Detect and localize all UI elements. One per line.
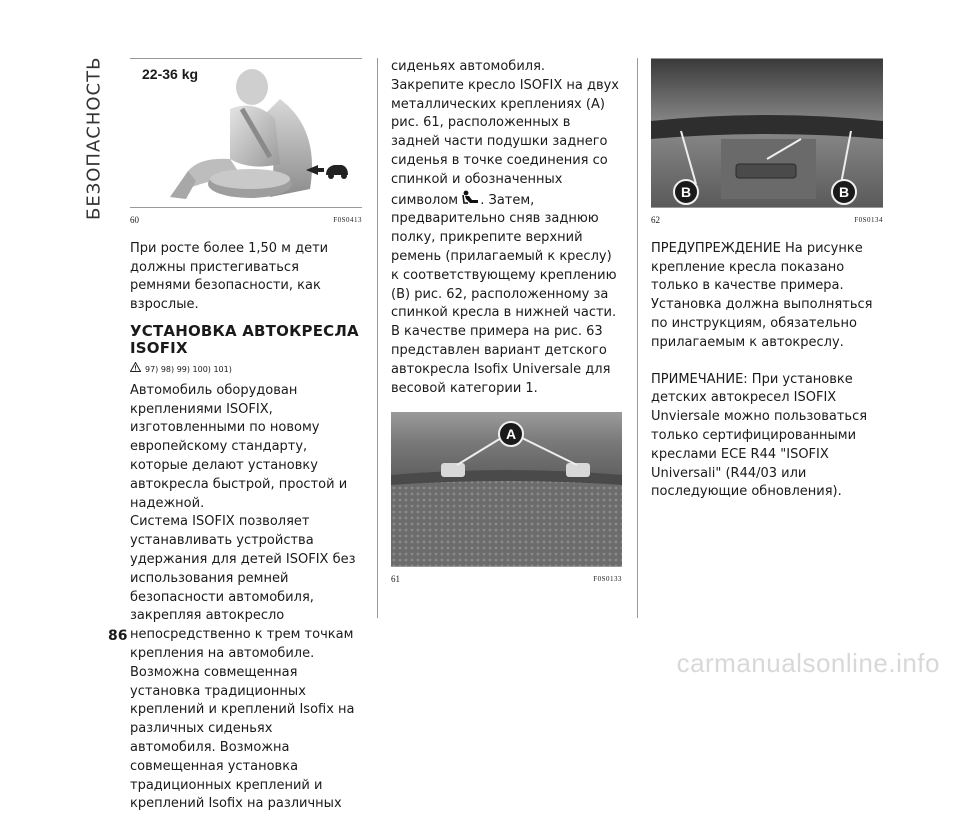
paragraph: Система ISOFIX позволяет устанавливать устройства удержания для детей ISOFIX без использования ремней безопасности автомобиля, закрепляя автокресло непосредственно к трем точкам крепления на автомобиле. Возможна совмещенная установка традиционных креплений и креплений Isofix на различных сиденьях автомобиля. Возможна совмещенная установка традиционных креплений и креплений Isofix на различных: [130, 514, 356, 812]
figure-60: [130, 58, 362, 208]
column-divider: [637, 58, 638, 618]
label-b-left: B: [673, 179, 699, 205]
paragraph: Автомобиль оборудован креплениями ISOFIX, изготовленными по новому европейскому стандарту, которые делают установку автокресла быстрой, простой и надежной.: [130, 382, 348, 511]
paragraph-text: сиденьях автомобиля. Закрепите кресло ISOFIX на двух металлических креплениях (A) рис. 61, расположенных в задней части подушки заднего сиденья в точке соединения со спинкой и обозначенных символом: [391, 59, 620, 208]
column-3: [651, 58, 883, 502]
figure-code: F0S0134: [854, 216, 883, 224]
column-2: [391, 58, 622, 599]
figure-61-caption: [391, 570, 622, 589]
figure-61: [391, 412, 622, 567]
note-paragraph: ПРИМЕЧАНИЕ: При установке детских автокресел ISOFIX Unviersale можно пользоваться только сертифицированными креслами ECE R44 "ISOFIX Universali" (R44/03 или последующие обновления).: [651, 371, 868, 500]
warning-triangle-icon: [130, 361, 141, 380]
warning-paragraph: ПРЕДУПРЕЖДЕНИЕ На рисунке крепление кресла показано только в качестве примера. Установка должна выполняться по инструкциям, обязательно прилагаемым к автокреслу.: [651, 240, 873, 350]
figure-code: F0S0413: [333, 216, 362, 224]
figure-62: [651, 58, 883, 208]
reference-numbers: 97) 98) 99) 100) 101): [145, 364, 232, 374]
column-divider: [377, 58, 378, 618]
section-title: БЕЗОПАСНОСТЬ: [83, 56, 105, 220]
label-b-right: B: [831, 179, 857, 205]
figure-code: F0S0133: [593, 575, 622, 584]
figure-number: 60: [130, 215, 139, 225]
column-1: [130, 58, 362, 814]
section-heading: УСТАНОВКА АВТОКРЕСЛА ISOFIX: [130, 321, 359, 357]
paragraph: [391, 58, 622, 323]
figure-number: 62: [651, 215, 660, 225]
warning-references: [130, 361, 362, 380]
paragraph: При росте более 1,50 м дети должны пристегиваться ремнями безопасности, как взрослые.: [130, 240, 329, 313]
paragraph-text: . Затем, предварительно сняв заднюю полку, прикрепите верхний ремень (прилагаемый к креслу) к соответствующему креплению (B) рис. 62, расположенному за спинкой кресла в нижней части.: [391, 192, 617, 321]
label-a: A: [498, 421, 524, 447]
page-number: 86: [108, 628, 128, 644]
child-seat-icon: [462, 190, 480, 211]
figure-number: 61: [391, 574, 400, 585]
paragraph: В качестве примера на рис. 63 представлен вариант детского автокресла Isofix Universale для весовой категории 1.: [391, 324, 611, 396]
figure-60-caption: [130, 211, 362, 230]
watermark: carmanualsonline.info: [676, 648, 940, 678]
figure-62-caption: [651, 211, 883, 230]
car-front-icon: [304, 159, 350, 188]
weight-label: 22-36 kg: [142, 66, 199, 82]
